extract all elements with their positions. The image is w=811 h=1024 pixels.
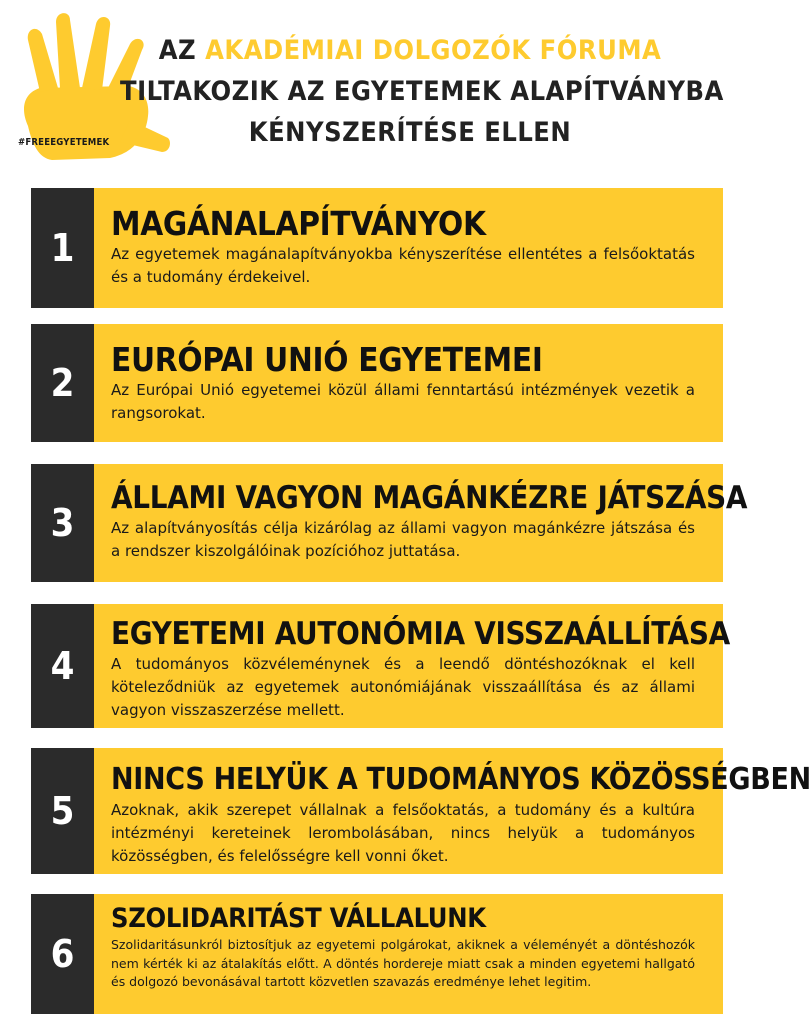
point-number: 3 [31,464,94,582]
point-1 [31,188,723,308]
point-number: 5 [31,748,94,874]
point-2 [31,324,723,442]
header-line-3: KÉNYSZERÍTÉSE ELLEN [248,117,572,148]
point-text: Azoknak, akik szerepet vállalnak a felsőoktatás, a tudomány és a kultúra intézményi kereteinek lerombolásában, nincs helyük a tudományos közösségben, és felelősségre kell vonni őket. [111,801,695,865]
header-line-2: TILTAKOZIK AZ EGYETEMEK ALAPÍTVÁNYBA [120,76,724,107]
point-title: ÁLLAMI VAGYON MAGÁNKÉZRE JÁTSZÁSA [111,480,748,516]
point-3 [31,464,748,582]
point-title: EURÓPAI UNIÓ EGYETEMEI [111,340,543,379]
point-number: 1 [31,188,94,308]
point-number: 2 [31,324,94,442]
point-title: MAGÁNALAPÍTVÁNYOK [111,204,486,243]
point-text: Az egyetemek magánalapítványokba kényszerítése ellentétes a felsőoktatás és a tudomány érdekeivel. [111,245,695,286]
point-6 [31,894,723,1014]
point-title: NINCS HELYÜK A TUDOMÁNYOS KÖZÖSSÉGBEN [111,762,811,797]
point-number: 6 [31,894,94,1014]
header-prefix: AZ [158,35,197,66]
header-line-1 [120,30,700,71]
point-title: SZOLIDARITÁST VÁLLALUNK [111,903,486,934]
header-organization: AKADÉMIAI DOLGOZÓK FÓRUMA [205,35,662,66]
page-header [120,30,724,153]
point-number: 4 [31,604,94,728]
point-text: Szolidaritásunkról biztosítjuk az egyetemi polgárokat, akiknek a véleményét a döntéshozók nem kérték ki az átalakítás előtt. A döntés hordereje miatt csak a minden egyetemi hallgató és dolgozó bevonásával tartott közvetlen szavazás eredménye lehet legitim. [111,937,695,989]
point-text: Az alapítványosítás célja kizárólag az állami vagyon magánkézre játszása és a rendszer kiszolgálóinak pozícióhoz juttatása. [111,519,695,560]
point-5 [31,748,811,874]
hashtag-label: #FREEEGYETEMEK [18,137,110,148]
point-title: EGYETEMI AUTONÓMIA VISSZAÁLLÍTÁSA [111,616,730,652]
point-text: Az Európai Unió egyetemei közül állami fenntartású intézmények vezetik a rangsorokat. [111,381,695,422]
point-4 [31,604,730,728]
point-text: A tudományos közvéleménynek és a leendő döntéshozóknak el kell köteleződniük az egyetemek autonómiájának visszaállítása és az állami vagyon visszaszerzése mellett. [111,655,695,719]
